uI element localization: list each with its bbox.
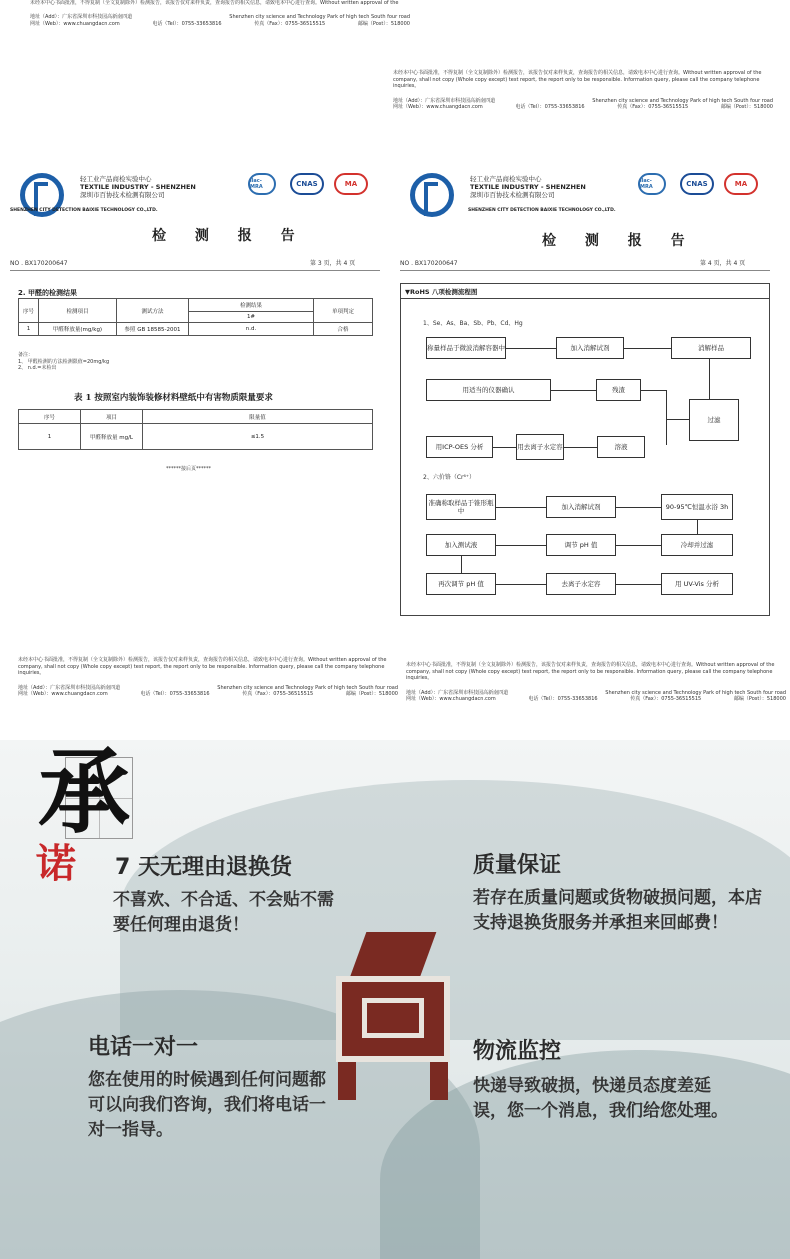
footer-notice: 未经本中心书面批准，不得复制（全文复制除外）检测报告，该报告仅对来样负责，查询报告的相关信息，请致电本中心进行查询。Without written approval of the [30,0,399,6]
footer-address-cn: 地址（Add）：广东省深圳市科技园高新南四道 [30,14,133,20]
flow1-label: 1、Se、As、Ba、Sb、Pb、Cd、Hg [423,320,523,327]
promise-title-returns: 7 天无理由退换货 [115,855,292,880]
footer-tel: 电话（Tel）：0755-33653816 [528,696,598,702]
flow-box: 加入消解试剂 [556,337,624,359]
report-page-4 [400,165,780,635]
flow-box: 用适当的仪器确认 [426,379,551,401]
table-header: 序号 [19,299,39,323]
flow2-label: 2、六价铬（Cr⁶⁺） [423,474,476,481]
footer-address-en: Shenzhen city science and Technology Park of high tech South four road [229,14,410,20]
table-subheader: 1# [189,312,314,323]
footer-address-en: Shenzhen city science and Technology Park of high tech South four road [605,689,786,696]
flow-box: 去离子水定容 [546,573,616,595]
limit-requirements-table [18,409,373,450]
service-promise-banner [0,740,790,1259]
footer-fax: 传真（Fax）：0755-36515515 [254,20,326,27]
footer-post: 邮编（Post）：518000 [345,691,398,697]
flow-box: 消解样品 [671,337,751,359]
org-name-en: TEXTILE INDUSTRY - SHENZHEN [80,183,196,191]
promise-body-returns: 不喜欢、不合适、不会贴不需要任何理由退货！ [113,890,334,935]
flow-box: 加入消解试剂 [546,496,616,518]
table-header: 检测结果 [189,299,314,312]
flow-box: 用去离子水定容 [516,434,564,460]
footer-fragment-top-right [393,70,773,111]
report-number: NO . BX170200647 [10,260,68,267]
table-header: 序号 [19,410,81,424]
footer-address-cn: 地址（Add）：广东省深圳市科技园高新南四道 [393,97,496,104]
footer-address-en: Shenzhen city science and Technology Park of high tech South four road [217,684,398,691]
page-4-footer [406,662,786,703]
square-emblem-icon [318,932,468,1102]
flow-box: 用 UV-Vis 分析 [661,573,733,595]
flow-box: 加入测试液 [426,534,496,556]
footer-web: 网址（Web）：www.chuangdacn.com [18,691,108,697]
promise-body-phone: 您在使用的时候遇到任何问题都可以向我们咨询，我们将电话一对一指导。 [88,1070,326,1140]
report-number: NO . BX170200647 [400,260,458,267]
report-page-3 [10,165,390,635]
company-name-cn: 深圳市百协技术检测有限公司 [80,191,165,199]
cnas-badge: CNAS [290,173,324,195]
flow-box: 溶液 [597,436,645,458]
flowchart-frame [400,283,770,616]
flow-box: 称量样品于微波消解容器中 [426,337,506,359]
ma-badge: MA [334,173,368,195]
promise-title-logistics: 物流监控 [473,1039,562,1064]
footer-address-cn: 地址（Add）：广东省深圳市科技园高新南四道 [18,684,121,691]
flow-box: 90-95℃恒温水浴 3h [661,494,733,520]
table-header: 项目 [81,410,143,424]
promise-body-quality: 若存在质量问题或货物破损问题，本店支持退换货服务并承担来回邮费！ [473,888,762,933]
table-row: 1 甲醛释放量 mg/L ≤1.5 [19,424,373,450]
footer-tel: 电话（Tel）：0755-33653816 [152,20,222,27]
table1-title: 表 1 按照室内装饰装修材料壁纸中有害物质限量要求 [74,393,273,403]
flowchart-title: ▼RoHS 八项检测流程图 [405,288,478,296]
page-3-footer [18,657,398,698]
org-name-cn: 轻工业产品商检实验中心 [470,175,542,183]
footer-fax: 传真（Fax）：0755-36515515 [617,104,689,110]
promise-title-phone: 电话一对一 [88,1035,199,1060]
footer-post: 邮编（Post）：518000 [733,696,786,702]
table-header: 限量值 [143,410,373,424]
company-name-en: SHENZHEN CITY DETECTION BAIXIE TECHNOLOGY CO.,LTD. [10,208,158,213]
footer-web: 网址（Web）：www.chuangdacn.com [406,696,496,702]
footer-fax: 传真（Fax）：0755-36515515 [242,691,314,697]
table-row: 1 甲醛释放量(mg/kg) 参照 GB 18585-2001 n.d. 合格 [19,323,373,336]
promise-body-logistics: 快递导致破损，快递员态度差延误，您一个消息，我们给您处理。 [473,1076,728,1121]
footer-tel: 电话（Tel）：0755-33653816 [140,691,210,697]
ilac-mra-badge: ilac-MRA [248,173,276,195]
flow-box: 残渣 [596,379,641,401]
formaldehyde-results-table [18,298,373,336]
footer-notice: 未经本中心书面批准，不得复制（全文复制除外）检测报告，该报告仅对来样负责，查询报告的相关信息，请致电本中心进行查询。Without written approval of the company, shall not copy (Whole copy except) test report, the report only to be responsible. Information query, please call the company telephone inquiries。 [18,657,387,676]
page-number: 第 4 页，共 4 页 [700,260,746,267]
table-header: 单项判定 [314,299,373,323]
flow-box: 调节 pH 值 [546,534,616,556]
company-name-en: SHENZHEN CITY DETECTION BAIXIE TECHNOLOGY CO.,LTD. [468,208,616,213]
org-name-cn: 轻工业产品商检实验中心 [80,175,152,183]
footer-address-cn: 地址（Add）：广东省深圳市科技园高新南四道 [406,689,509,696]
footer-tel: 电话（Tel）：0755-33653816 [515,104,585,110]
table-notes: 备注： 1、 甲醛检测的方法检测限值=20mg/kg 2、 n.d.=未检出 [18,352,110,371]
ilac-mra-badge: ilac-MRA [638,173,666,195]
footer-web: 网址（Web）：www.chuangdacn.com [393,104,483,110]
flow-box: 过滤 [689,399,739,441]
footer-post: 邮编（Post）：518000 [357,20,410,27]
section-heading: 2. 甲醛的检测结果 [18,289,77,297]
report-title: 检 测 报 告 [152,228,307,244]
table-header: 测试方法 [117,299,189,323]
report-title: 检 测 报 告 [542,233,697,249]
table-header: 检测项目 [39,299,117,323]
nuo-character: 诺 [36,841,76,887]
flow-box: 用ICP-OES 分析 [426,436,493,458]
continue-marker: ******接后页****** [166,466,212,472]
seal-character: 承 [38,740,131,846]
footer-notice: 未经本中心书面批准，不得复制（全文复制除外）检测报告，该报告仅对来样负责，查询报告的相关信息，请致电本中心进行查询。Without written approval of the company, shall not copy (Whole copy except) test report, the report only to be responsible. Information query, please call the company telephone inquiries。 [406,662,775,681]
footer-address-en: Shenzhen city science and Technology Park of high tech South four road [592,97,773,104]
footer-notice: 未经本中心书面批准，不得复制（全文复制除外）检测报告，该报告仅对来样负责，查询报告的相关信息，请致电本中心进行查询。Without written approval of the company, shall not copy (Whole copy except) test report, the report only to be responsible. Information query, please call the company telephone inquiries。 [393,70,762,89]
cnas-badge: CNAS [680,173,714,195]
org-name-en: TEXTILE INDUSTRY - SHENZHEN [470,183,586,191]
footer-fragment-top-left [30,0,410,27]
page-number: 第 3 页，共 4 页 [310,260,356,267]
flow-box: 准确称取样品于锥形瓶中 [426,494,496,520]
footer-post: 邮编（Post）：518000 [720,104,773,110]
ma-badge: MA [724,173,758,195]
flow-box: 冷却并过滤 [661,534,733,556]
footer-web: 网址（Web）：www.chuangdacn.com [30,20,120,27]
company-logo-icon [410,173,454,217]
footer-fax: 传真（Fax）：0755-36515515 [630,696,702,702]
company-name-cn: 深圳市百协技术检测有限公司 [470,191,555,199]
promise-title-quality: 质量保证 [473,853,562,878]
flow-box: 再次调节 pH 值 [426,573,496,595]
